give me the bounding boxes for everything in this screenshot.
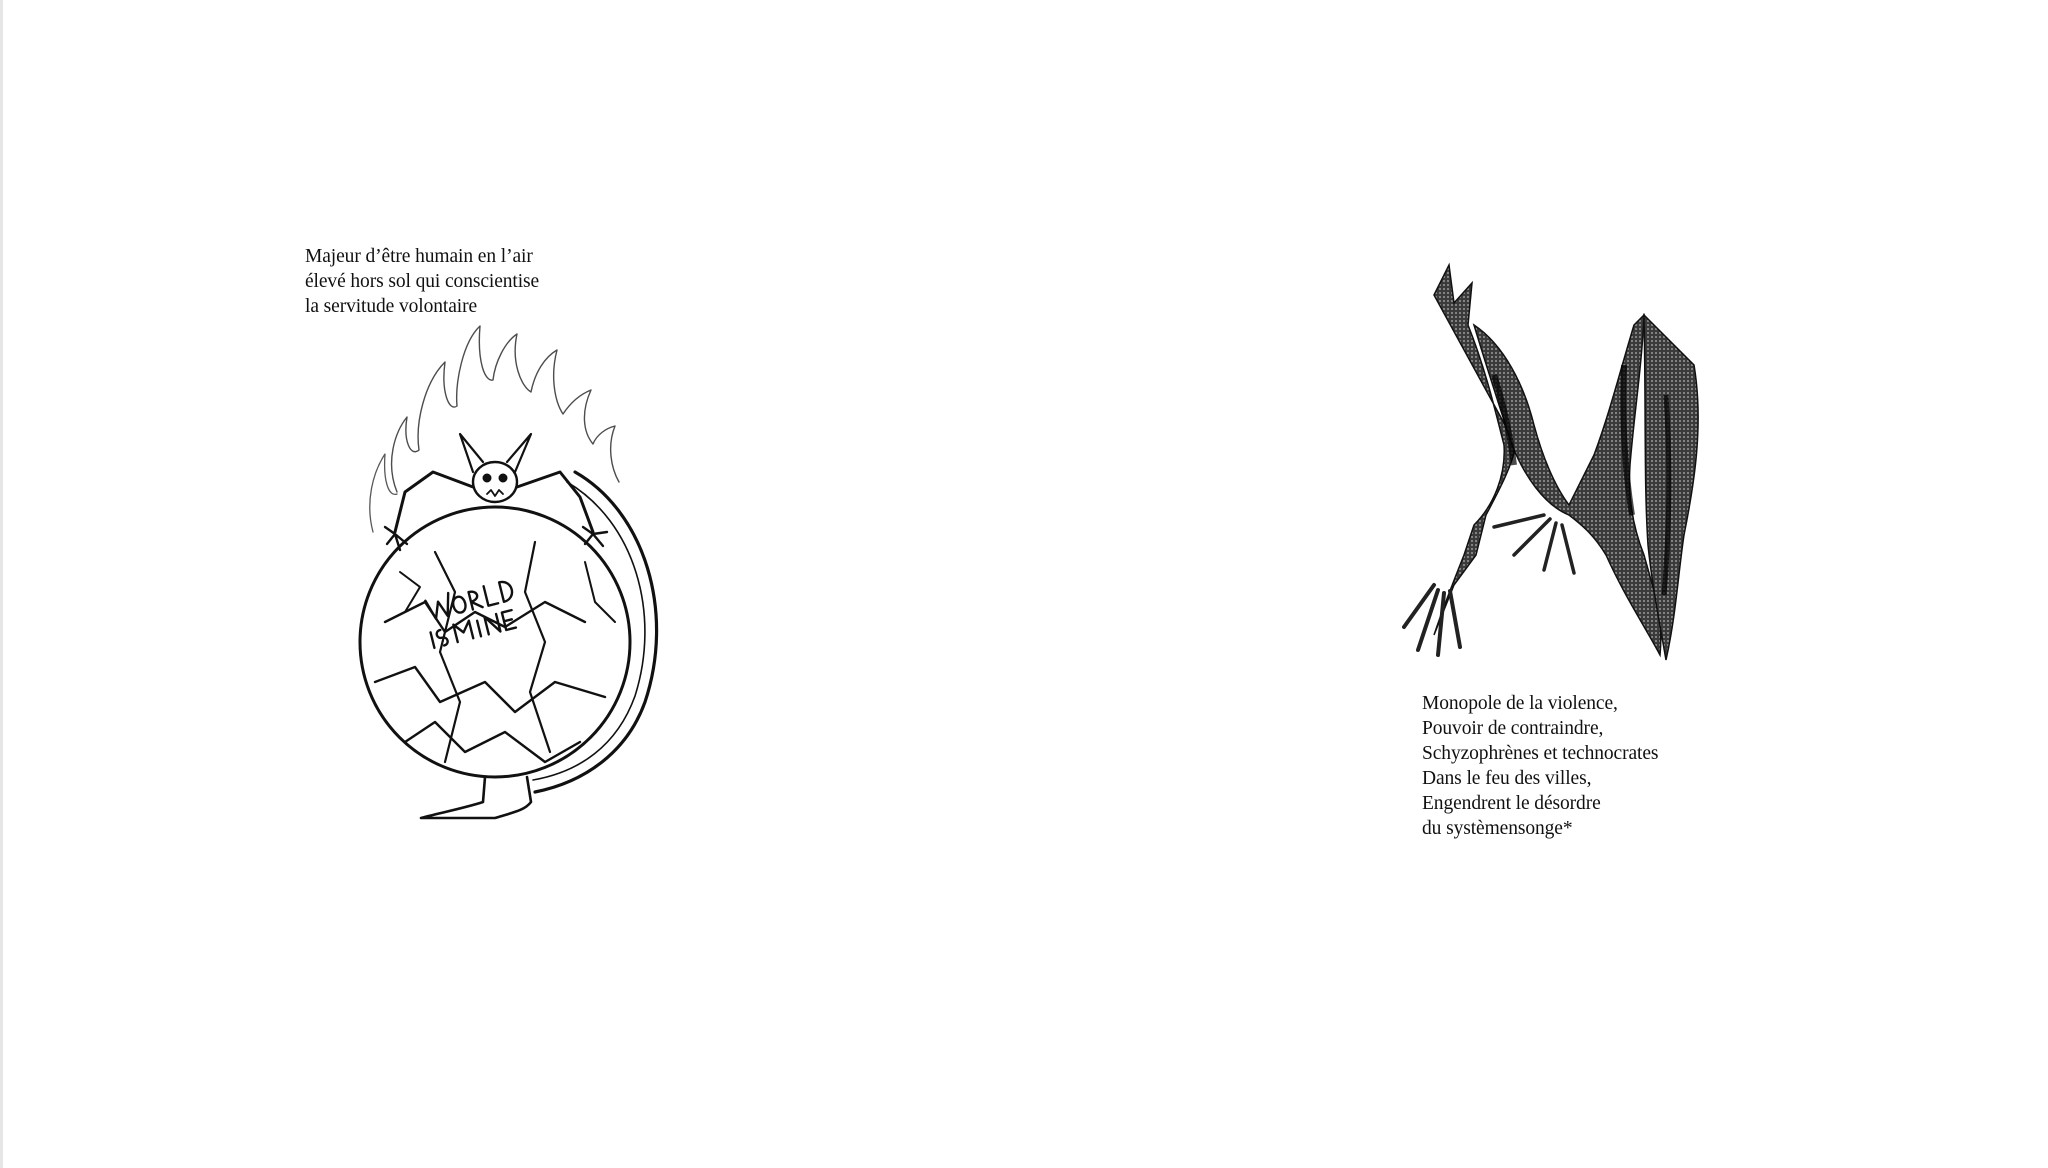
clawed-creature-illustration bbox=[1394, 255, 1724, 685]
poem-line: Dans le feu des villes, bbox=[1422, 768, 1592, 789]
right-page bbox=[1024, 0, 2048, 1168]
demon-arm bbox=[517, 472, 593, 532]
poem-line: Monopole de la violence, bbox=[1422, 693, 1618, 714]
flame bbox=[392, 326, 619, 492]
poem-line: Schyzophrènes et technocrates bbox=[1422, 743, 1659, 764]
poem-line: élevé hors sol qui conscientise bbox=[305, 271, 540, 292]
globe-crack bbox=[435, 552, 460, 762]
demon-claw bbox=[583, 527, 607, 546]
lettering-world bbox=[425, 578, 514, 620]
poem-line: du systèmensonge* bbox=[1422, 818, 1573, 839]
creature-claw bbox=[1494, 515, 1574, 573]
poem-line: Engendrent le désordre bbox=[1422, 793, 1601, 814]
flame bbox=[370, 454, 397, 532]
poem-line: Majeur d’être humain en l’air bbox=[305, 246, 533, 267]
globe-stand bbox=[421, 777, 531, 818]
globe-crack bbox=[525, 542, 550, 752]
right-poem bbox=[1422, 691, 1658, 841]
left-poem bbox=[305, 244, 539, 319]
creature-head-arm bbox=[1434, 265, 1516, 635]
poem-line: Pouvoir de contraindre, bbox=[1422, 718, 1604, 739]
demon-horn bbox=[507, 434, 531, 472]
globe-crack bbox=[375, 667, 605, 712]
globe-crack bbox=[405, 722, 580, 762]
poem-line: la servitude volontaire bbox=[305, 296, 478, 317]
creature-claw bbox=[1404, 585, 1460, 655]
burning-globe-demon-illustration bbox=[345, 322, 690, 834]
